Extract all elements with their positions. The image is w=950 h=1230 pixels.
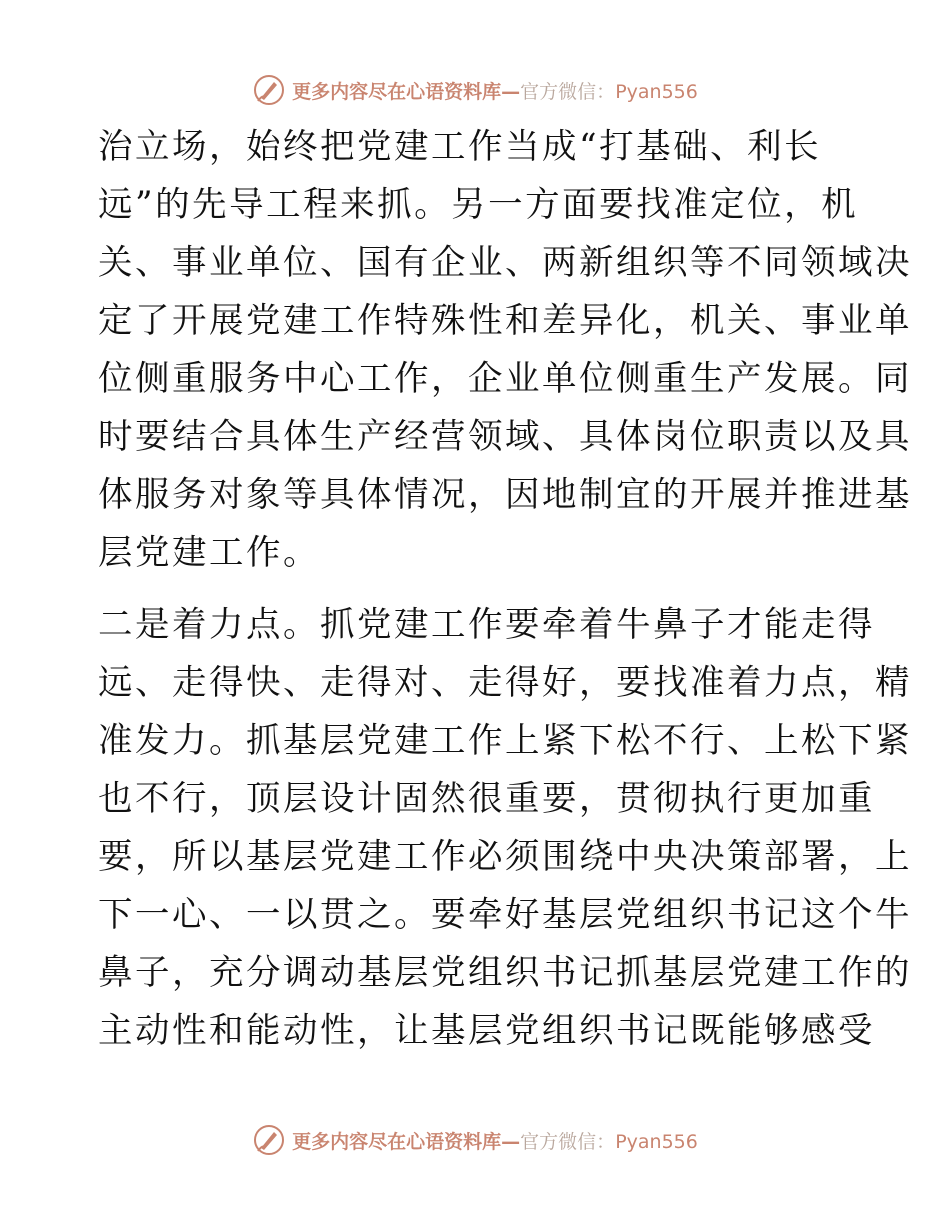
watermark-official-label: 官方微信： bbox=[520, 1130, 616, 1153]
document-body bbox=[98, 118, 912, 1060]
quill-pen-logo-icon bbox=[252, 73, 286, 107]
paragraph bbox=[98, 118, 912, 582]
text-line: 鼻子，充分调动基层党组织书记抓基层党建工作的 bbox=[98, 953, 912, 993]
watermark-brand: 更多内容尽在心语资料库 bbox=[292, 80, 502, 103]
watermark-brand: 更多内容尽在心语资料库 bbox=[292, 1130, 502, 1153]
text-line: 远、走得快、走得对、走得好，要找准着力点，精 bbox=[98, 663, 912, 703]
watermark-text bbox=[292, 1127, 698, 1154]
text-line: 主动性和能动性，让基层党组织书记既能够感受 bbox=[98, 1011, 875, 1051]
text-line: 位侧重服务中心工作，企业单位侧重生产发展。同 bbox=[98, 359, 912, 399]
header-watermark-banner bbox=[0, 70, 950, 110]
watermark-wechat-id: Pyan556 bbox=[615, 80, 698, 103]
watermark-official-label: 官方微信： bbox=[520, 80, 616, 103]
text-line: 时要结合具体生产经营领域、具体岗位职责以及具 bbox=[98, 417, 912, 457]
text-line: 治立场，始终把党建工作当成“打基础、利长 bbox=[98, 127, 822, 167]
text-line: 关、事业单位、国有企业、两新组织等不同领域决 bbox=[98, 243, 912, 283]
text-line: 远”的先导工程来抓。另一方面要找准定位，机 bbox=[98, 185, 859, 225]
text-line: 定了开展党建工作特殊性和差异化，机关、事业单 bbox=[98, 301, 912, 341]
footer-watermark-banner bbox=[0, 1120, 950, 1160]
text-line: 准发力。抓基层党建工作上紧下松不行、上松下紧 bbox=[98, 721, 912, 761]
watermark-wechat-id: Pyan556 bbox=[615, 1130, 698, 1153]
text-line: 体服务对象等具体情况，因地制宜的开展并推进基 bbox=[98, 475, 912, 515]
paragraph-gap bbox=[98, 582, 858, 596]
watermark-dash: — bbox=[501, 1130, 521, 1153]
quill-pen-logo-icon bbox=[252, 1123, 286, 1157]
text-line: 也不行，顶层设计固然很重要，贯彻执行更加重 bbox=[98, 779, 875, 819]
text-line: 要，所以基层党建工作必须围绕中央决策部署，上 bbox=[98, 837, 912, 877]
watermark-text bbox=[292, 77, 698, 104]
text-line: 层党建工作。 bbox=[98, 533, 320, 573]
text-line: 下一心、一以贯之。要牵好基层党组织书记这个牛 bbox=[98, 895, 912, 935]
paragraph bbox=[98, 596, 912, 1060]
watermark-dash: — bbox=[501, 80, 521, 103]
text-line: 二是着力点。抓党建工作要牵着牛鼻子才能走得 bbox=[98, 605, 875, 645]
